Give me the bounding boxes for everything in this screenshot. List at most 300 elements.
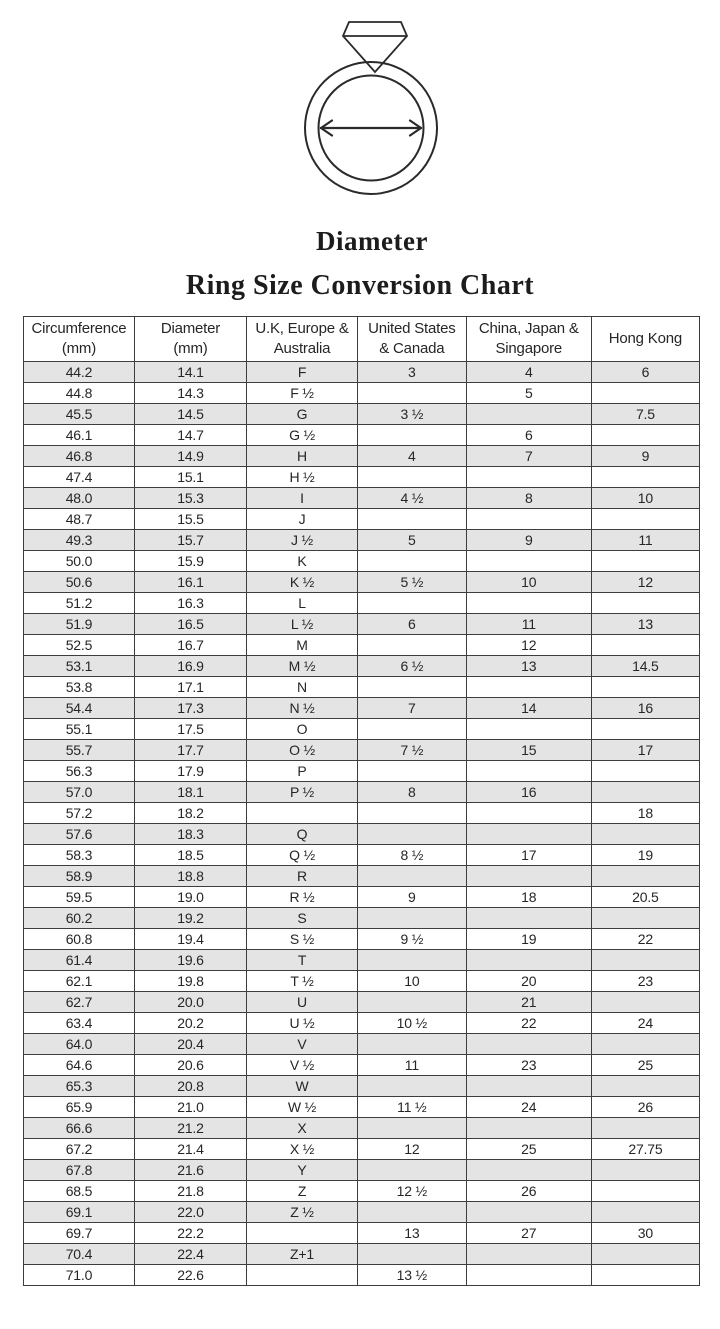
table-cell (357, 509, 466, 530)
table-cell: 50.0 (24, 551, 135, 572)
table-cell: J (247, 509, 358, 530)
table-cell (466, 803, 591, 824)
table-cell: 69.1 (24, 1202, 135, 1223)
table-cell (357, 467, 466, 488)
table-row (24, 845, 700, 866)
table-cell: 19 (591, 845, 699, 866)
table-cell: 68.5 (24, 1181, 135, 1202)
table-cell: Y (247, 1160, 358, 1181)
table-cell: 10 ½ (357, 1013, 466, 1034)
table-row (24, 1076, 700, 1097)
table-cell (591, 824, 699, 845)
table-cell: 17.3 (134, 698, 246, 719)
table-cell: 16 (466, 782, 591, 803)
table-cell: 16.7 (134, 635, 246, 656)
table-cell (591, 467, 699, 488)
table-cell: 11 (357, 1055, 466, 1076)
table-cell (466, 677, 591, 698)
table-row (24, 1013, 700, 1034)
table-cell: Q (247, 824, 358, 845)
table-row (24, 1160, 700, 1181)
ring-diamond-diameter-icon (302, 12, 442, 204)
table-row (24, 929, 700, 950)
table-cell: 9 (591, 446, 699, 467)
table-cell: 26 (466, 1181, 591, 1202)
table-cell: O (247, 719, 358, 740)
table-cell: 60.2 (24, 908, 135, 929)
table-cell: 6 ½ (357, 656, 466, 677)
table-header (24, 317, 700, 362)
table-cell: 8 ½ (357, 845, 466, 866)
column-header: China, Japan & Singapore (466, 317, 591, 362)
table-cell (466, 1160, 591, 1181)
table-cell (466, 404, 591, 425)
table-cell: 19.6 (134, 950, 246, 971)
table-cell: J ½ (247, 530, 358, 551)
table-row (24, 530, 700, 551)
table-cell: 57.6 (24, 824, 135, 845)
table-row (24, 698, 700, 719)
table-cell: 45.5 (24, 404, 135, 425)
table-cell (466, 761, 591, 782)
table-cell: 59.5 (24, 887, 135, 908)
table-cell: Q ½ (247, 845, 358, 866)
table-cell: 15.1 (134, 467, 246, 488)
table-cell (591, 1118, 699, 1139)
table-cell: 69.7 (24, 1223, 135, 1244)
table-cell: 17 (591, 740, 699, 761)
diameter-label: Diameter (316, 226, 428, 256)
table-cell: 65.3 (24, 1076, 135, 1097)
column-header: United States & Canada (357, 317, 466, 362)
table-row (24, 1202, 700, 1223)
table-cell (591, 593, 699, 614)
table-cell (357, 992, 466, 1013)
table-cell (247, 803, 358, 824)
table-cell: 13 (466, 656, 591, 677)
table-cell: 14.5 (134, 404, 246, 425)
table-cell: 55.7 (24, 740, 135, 761)
table-cell (591, 383, 699, 404)
table-cell: 20.0 (134, 992, 246, 1013)
table-cell: 20.6 (134, 1055, 246, 1076)
table-cell: T ½ (247, 971, 358, 992)
table-cell: 22.2 (134, 1223, 246, 1244)
table-cell: 64.6 (24, 1055, 135, 1076)
table-cell (466, 950, 591, 971)
table-cell: 18.1 (134, 782, 246, 803)
table-cell: 14.3 (134, 383, 246, 404)
table-cell: 44.2 (24, 362, 135, 383)
table-cell: 58.9 (24, 866, 135, 887)
table-cell: 18.2 (134, 803, 246, 824)
table-cell (466, 551, 591, 572)
table-cell (357, 719, 466, 740)
table-cell: 21 (466, 992, 591, 1013)
table-cell: 65.9 (24, 1097, 135, 1118)
table-cell (466, 1034, 591, 1055)
table-cell: 48.7 (24, 509, 135, 530)
table-cell: T (247, 950, 358, 971)
table-cell (591, 1076, 699, 1097)
table-cell: U (247, 992, 358, 1013)
table-row (24, 1034, 700, 1055)
table-cell: 7.5 (591, 404, 699, 425)
table-cell (357, 1202, 466, 1223)
table-row (24, 1055, 700, 1076)
table-cell: 18 (466, 887, 591, 908)
table-cell: 11 (466, 614, 591, 635)
table-cell: 21.2 (134, 1118, 246, 1139)
table-cell: 22.4 (134, 1244, 246, 1265)
table-cell: K ½ (247, 572, 358, 593)
table-cell (591, 1244, 699, 1265)
table-cell (591, 1181, 699, 1202)
table-row (24, 488, 700, 509)
table-row (24, 1244, 700, 1265)
table-cell: 21.6 (134, 1160, 246, 1181)
table-cell: 63.4 (24, 1013, 135, 1034)
table-row (24, 887, 700, 908)
table-cell: 57.0 (24, 782, 135, 803)
table-cell: 16.9 (134, 656, 246, 677)
table-cell: 11 ½ (357, 1097, 466, 1118)
table-cell: 20 (466, 971, 591, 992)
table-cell: 22.0 (134, 1202, 246, 1223)
table-cell: 15.9 (134, 551, 246, 572)
table-cell: 12 ½ (357, 1181, 466, 1202)
table-cell: 25 (591, 1055, 699, 1076)
table-cell: 17 (466, 845, 591, 866)
table-cell: M ½ (247, 656, 358, 677)
table-row (24, 635, 700, 656)
table-cell: 16 (591, 698, 699, 719)
table-cell: 6 (591, 362, 699, 383)
table-cell: 24 (466, 1097, 591, 1118)
table-cell: 57.2 (24, 803, 135, 824)
table-cell (591, 866, 699, 887)
table-row (24, 950, 700, 971)
table-cell: Z ½ (247, 1202, 358, 1223)
table-cell: R (247, 866, 358, 887)
table-row (24, 866, 700, 887)
table-row (24, 719, 700, 740)
table-cell: 64.0 (24, 1034, 135, 1055)
table-cell: 19 (466, 929, 591, 950)
table-cell: 22 (466, 1013, 591, 1034)
table-cell (357, 1076, 466, 1097)
table-cell (466, 908, 591, 929)
table-row (24, 782, 700, 803)
table-row (24, 656, 700, 677)
table-cell: 17.1 (134, 677, 246, 698)
table-cell: U ½ (247, 1013, 358, 1034)
table-cell: 9 (357, 887, 466, 908)
table-cell: M (247, 635, 358, 656)
table-cell: 46.1 (24, 425, 135, 446)
table-cell: 6 (466, 425, 591, 446)
table-cell: 19.2 (134, 908, 246, 929)
table-cell: 16.3 (134, 593, 246, 614)
table-cell (591, 1265, 699, 1286)
table-cell: 26 (591, 1097, 699, 1118)
table-cell (466, 1076, 591, 1097)
table-cell: 5 ½ (357, 572, 466, 593)
table-cell: 3 (357, 362, 466, 383)
table-row (24, 908, 700, 929)
table-cell (357, 677, 466, 698)
page-title: Ring Size Conversion Chart (185, 270, 535, 301)
table-cell: 14.9 (134, 446, 246, 467)
table-cell (591, 1202, 699, 1223)
table-cell: 23 (466, 1055, 591, 1076)
table-cell: 53.8 (24, 677, 135, 698)
table-cell: 16.5 (134, 614, 246, 635)
table-cell: H ½ (247, 467, 358, 488)
table-cell: Z (247, 1181, 358, 1202)
table-row (24, 425, 700, 446)
table-row (24, 509, 700, 530)
table-cell: W (247, 1076, 358, 1097)
table-cell: S (247, 908, 358, 929)
table-cell (357, 908, 466, 929)
table-cell: 13 (357, 1223, 466, 1244)
table-cell (466, 1244, 591, 1265)
table-cell: I (247, 488, 358, 509)
table-cell: 19.8 (134, 971, 246, 992)
table-cell: R ½ (247, 887, 358, 908)
table-row (24, 1139, 700, 1160)
table-cell: 5 (357, 530, 466, 551)
table-cell: 15.7 (134, 530, 246, 551)
table-cell (466, 1265, 591, 1286)
table-cell: 19.0 (134, 887, 246, 908)
table-cell: F (247, 362, 358, 383)
table-cell (591, 719, 699, 740)
table-cell: 70.4 (24, 1244, 135, 1265)
table-cell: P ½ (247, 782, 358, 803)
table-cell: 15 (466, 740, 591, 761)
table-cell: 23 (591, 971, 699, 992)
table-cell: 46.8 (24, 446, 135, 467)
table-cell: 20.5 (591, 887, 699, 908)
table-cell: 10 (591, 488, 699, 509)
table-cell: P (247, 761, 358, 782)
table-cell: 62.1 (24, 971, 135, 992)
table-cell (591, 761, 699, 782)
table-row (24, 614, 700, 635)
table-cell: 20.8 (134, 1076, 246, 1097)
table-row (24, 971, 700, 992)
table-row (24, 551, 700, 572)
table-cell: 4 (357, 446, 466, 467)
table-cell: 5 (466, 383, 591, 404)
table-cell (357, 824, 466, 845)
table-cell: 13 ½ (357, 1265, 466, 1286)
column-header: Hong Kong (591, 317, 699, 362)
table-cell: 18.3 (134, 824, 246, 845)
table-cell: 18.8 (134, 866, 246, 887)
table-cell: 49.3 (24, 530, 135, 551)
table-cell (357, 866, 466, 887)
table-cell: 47.4 (24, 467, 135, 488)
table-cell: H (247, 446, 358, 467)
table-cell: L ½ (247, 614, 358, 635)
table-cell: 53.1 (24, 656, 135, 677)
table-cell: 56.3 (24, 761, 135, 782)
column-header: Circumference (mm) (24, 317, 135, 362)
table-cell (357, 1118, 466, 1139)
table-cell: 12 (357, 1139, 466, 1160)
table-body (24, 362, 700, 1286)
table-cell: 4 ½ (357, 488, 466, 509)
table-cell: 19.4 (134, 929, 246, 950)
table-cell: 9 ½ (357, 929, 466, 950)
table-cell: 51.9 (24, 614, 135, 635)
table-cell: N ½ (247, 698, 358, 719)
table-cell: 15.5 (134, 509, 246, 530)
table-row (24, 362, 700, 383)
table-cell: S ½ (247, 929, 358, 950)
table-cell: 12 (466, 635, 591, 656)
table-cell: 44.8 (24, 383, 135, 404)
table-cell (357, 1160, 466, 1181)
table-cell: 60.8 (24, 929, 135, 950)
table-cell: 21.8 (134, 1181, 246, 1202)
table-cell (466, 824, 591, 845)
table-cell: 52.5 (24, 635, 135, 656)
ring-size-conversion-table (23, 316, 700, 1286)
table-cell: 51.2 (24, 593, 135, 614)
table-cell: 10 (357, 971, 466, 992)
table-cell: 4 (466, 362, 591, 383)
table-cell: 24 (591, 1013, 699, 1034)
table-row (24, 446, 700, 467)
table-cell (591, 782, 699, 803)
table-cell: 6 (357, 614, 466, 635)
column-header: U.K, Europe & Australia (247, 317, 358, 362)
table-cell: 8 (466, 488, 591, 509)
table-cell (357, 1244, 466, 1265)
table-cell: 14 (466, 698, 591, 719)
table-cell: 71.0 (24, 1265, 135, 1286)
table-cell: 62.7 (24, 992, 135, 1013)
table-cell: 27.75 (591, 1139, 699, 1160)
table-cell (357, 635, 466, 656)
table-cell: 3 ½ (357, 404, 466, 425)
table-cell (357, 803, 466, 824)
table-cell: L (247, 593, 358, 614)
table-cell: X (247, 1118, 358, 1139)
table-cell (591, 908, 699, 929)
table-cell: X ½ (247, 1139, 358, 1160)
table-cell (591, 1160, 699, 1181)
table-cell: 7 (357, 698, 466, 719)
table-cell (357, 551, 466, 572)
table-cell (247, 1223, 358, 1244)
table-cell: 12 (591, 572, 699, 593)
table-cell: W ½ (247, 1097, 358, 1118)
table-cell (466, 719, 591, 740)
table-cell (466, 1118, 591, 1139)
table-cell (591, 551, 699, 572)
table-cell: 21.4 (134, 1139, 246, 1160)
table-cell (466, 866, 591, 887)
table-row (24, 1097, 700, 1118)
table-cell: 50.6 (24, 572, 135, 593)
table-row (24, 992, 700, 1013)
table-cell: 48.0 (24, 488, 135, 509)
table-row (24, 404, 700, 425)
table-cell: 14.1 (134, 362, 246, 383)
table-row (24, 740, 700, 761)
table-cell: V ½ (247, 1055, 358, 1076)
table-cell: 54.4 (24, 698, 135, 719)
column-header: Diameter (mm) (134, 317, 246, 362)
table-row (24, 467, 700, 488)
table-cell: 18 (591, 803, 699, 824)
table-cell (357, 425, 466, 446)
table-header-row (24, 317, 700, 362)
table-cell (357, 950, 466, 971)
table-cell (466, 509, 591, 530)
table-cell: 27 (466, 1223, 591, 1244)
table-cell (357, 1034, 466, 1055)
table-cell: 14.7 (134, 425, 246, 446)
table-cell: 16.1 (134, 572, 246, 593)
table-cell: 17.9 (134, 761, 246, 782)
table-cell: K (247, 551, 358, 572)
table-row (24, 677, 700, 698)
table-row (24, 1265, 700, 1286)
table-cell: 55.1 (24, 719, 135, 740)
table-cell (591, 950, 699, 971)
table-cell: 17.5 (134, 719, 246, 740)
table-cell (591, 1034, 699, 1055)
table-cell: 20.2 (134, 1013, 246, 1034)
table-cell: 17.7 (134, 740, 246, 761)
table-cell: N (247, 677, 358, 698)
table-row (24, 761, 700, 782)
table-row (24, 1118, 700, 1139)
table-cell: 10 (466, 572, 591, 593)
table-cell: F ½ (247, 383, 358, 404)
table-cell: 66.6 (24, 1118, 135, 1139)
table-cell: 7 ½ (357, 740, 466, 761)
table-cell: Z+1 (247, 1244, 358, 1265)
table-cell: 9 (466, 530, 591, 551)
table-cell (357, 383, 466, 404)
table-cell: G (247, 404, 358, 425)
table-cell: 13 (591, 614, 699, 635)
table-cell: 25 (466, 1139, 591, 1160)
table-cell (591, 677, 699, 698)
table-cell: O ½ (247, 740, 358, 761)
table-cell: G ½ (247, 425, 358, 446)
table-cell: 20.4 (134, 1034, 246, 1055)
table-cell: 67.2 (24, 1139, 135, 1160)
table-cell: 21.0 (134, 1097, 246, 1118)
table-cell: 18.5 (134, 845, 246, 866)
table-cell (247, 1265, 358, 1286)
table-row (24, 824, 700, 845)
table-cell (591, 635, 699, 656)
table-cell: 11 (591, 530, 699, 551)
table-cell: V (247, 1034, 358, 1055)
table-cell: 30 (591, 1223, 699, 1244)
table-cell (591, 425, 699, 446)
table-cell: 22.6 (134, 1265, 246, 1286)
